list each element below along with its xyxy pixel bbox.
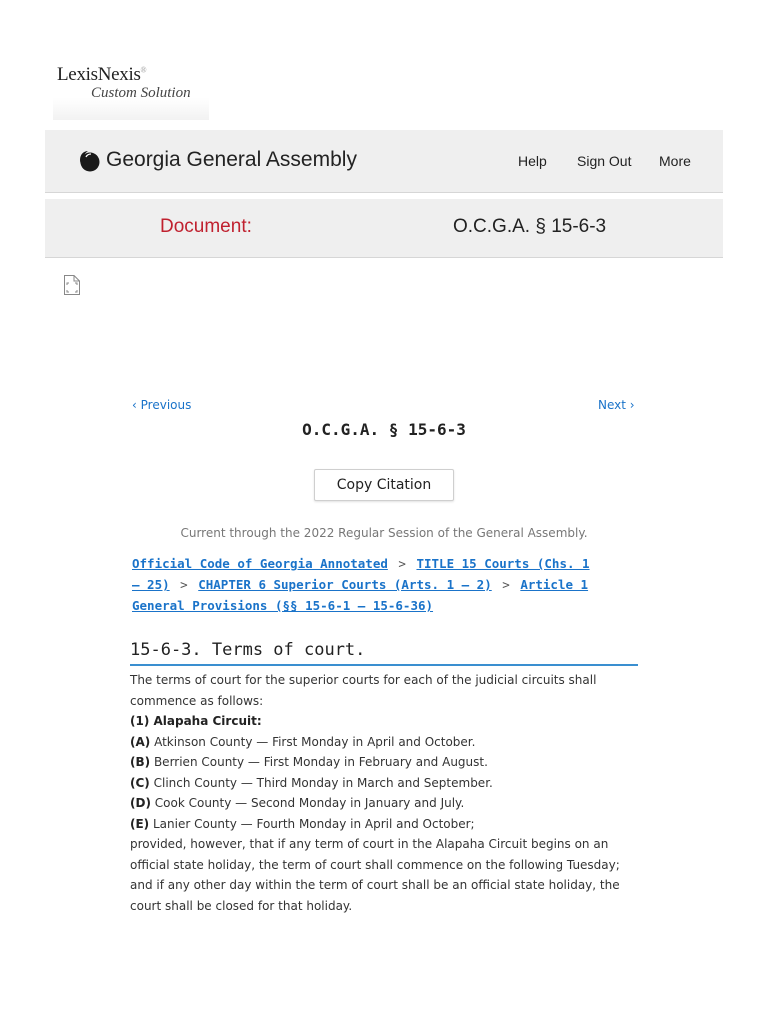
document-heading: O.C.G.A. § 15-6-3	[302, 420, 466, 439]
breadcrumb-separator: >	[398, 556, 406, 571]
logo-subtitle: Custom Solution	[91, 85, 191, 101]
breadcrumb-title-link[interactable]: TITLE 15 Courts (Chs. 1 — 25)	[132, 556, 590, 592]
logo-brand: LexisNexis®	[57, 64, 147, 85]
top-navigation-bar	[45, 130, 723, 193]
more-menu-link[interactable]: More	[659, 153, 691, 169]
breadcrumb-chapter-link[interactable]: CHAPTER 6 Superior Courts (Arts. 1 — 2)	[198, 577, 492, 592]
breadcrumb-separator: >	[180, 577, 188, 592]
section-title: 15-6-3. Terms of court.	[130, 640, 638, 666]
help-link[interactable]: Help	[518, 153, 547, 169]
list-item: (C) Clinch County — Third Monday in March and September.	[130, 775, 493, 790]
document-bar	[45, 199, 723, 258]
list-item: (A) Atkinson County — First Monday in April and October.	[130, 734, 476, 749]
breadcrumb-article-link[interactable]: Article 1 General Provisions (§§ 15-6-1 — 15-6-36)	[132, 577, 589, 613]
previous-label: Previous	[140, 398, 192, 412]
currency-note: Current through the 2022 Regular Session of the General Assembly.	[180, 526, 588, 540]
list-item: (B) Berrien County — First Monday in February and August.	[130, 755, 488, 769]
site-title[interactable]: Georgia General Assembly	[106, 148, 357, 171]
previous-link[interactable]	[132, 398, 191, 412]
body-proviso: provided, however, that if any term of court in the Alapaha Circuit begins on an official state holiday, the term of court shall commence on the following Tuesday; and if any other day within the term of court shall be an official state holiday, the court shall be closed for that holiday.	[130, 837, 620, 913]
lexisnexis-logo	[53, 64, 209, 120]
next-label: Next	[598, 398, 626, 412]
chevron-right-icon: ›	[629, 398, 635, 412]
copy-citation-button[interactable]: Copy Citation	[314, 469, 454, 501]
circuit-heading: (1) Alapaha Circuit:	[130, 714, 262, 728]
next-link[interactable]	[598, 398, 635, 412]
fullscreen-document-icon[interactable]	[63, 274, 81, 296]
breadcrumb-code-link[interactable]: Official Code of Georgia Annotated	[132, 556, 388, 571]
document-citation: O.C.G.A. § 15-6-3	[453, 216, 607, 237]
list-item: (D) Cook County — Second Monday in January and July.	[130, 796, 465, 810]
section-body	[130, 670, 640, 916]
body-intro: The terms of court for the superior courts for each of the judicial circuits shall commence as follows:	[130, 673, 597, 708]
sign-out-link[interactable]: Sign Out	[577, 153, 632, 169]
list-item: (E) Lanier County — Fourth Monday in April and October;	[130, 816, 475, 831]
georgia-assembly-icon	[77, 149, 101, 173]
document-label: Document:	[160, 216, 252, 237]
chevron-left-icon: ‹	[132, 398, 137, 412]
breadcrumb	[132, 553, 602, 616]
breadcrumb-separator: >	[502, 577, 510, 592]
